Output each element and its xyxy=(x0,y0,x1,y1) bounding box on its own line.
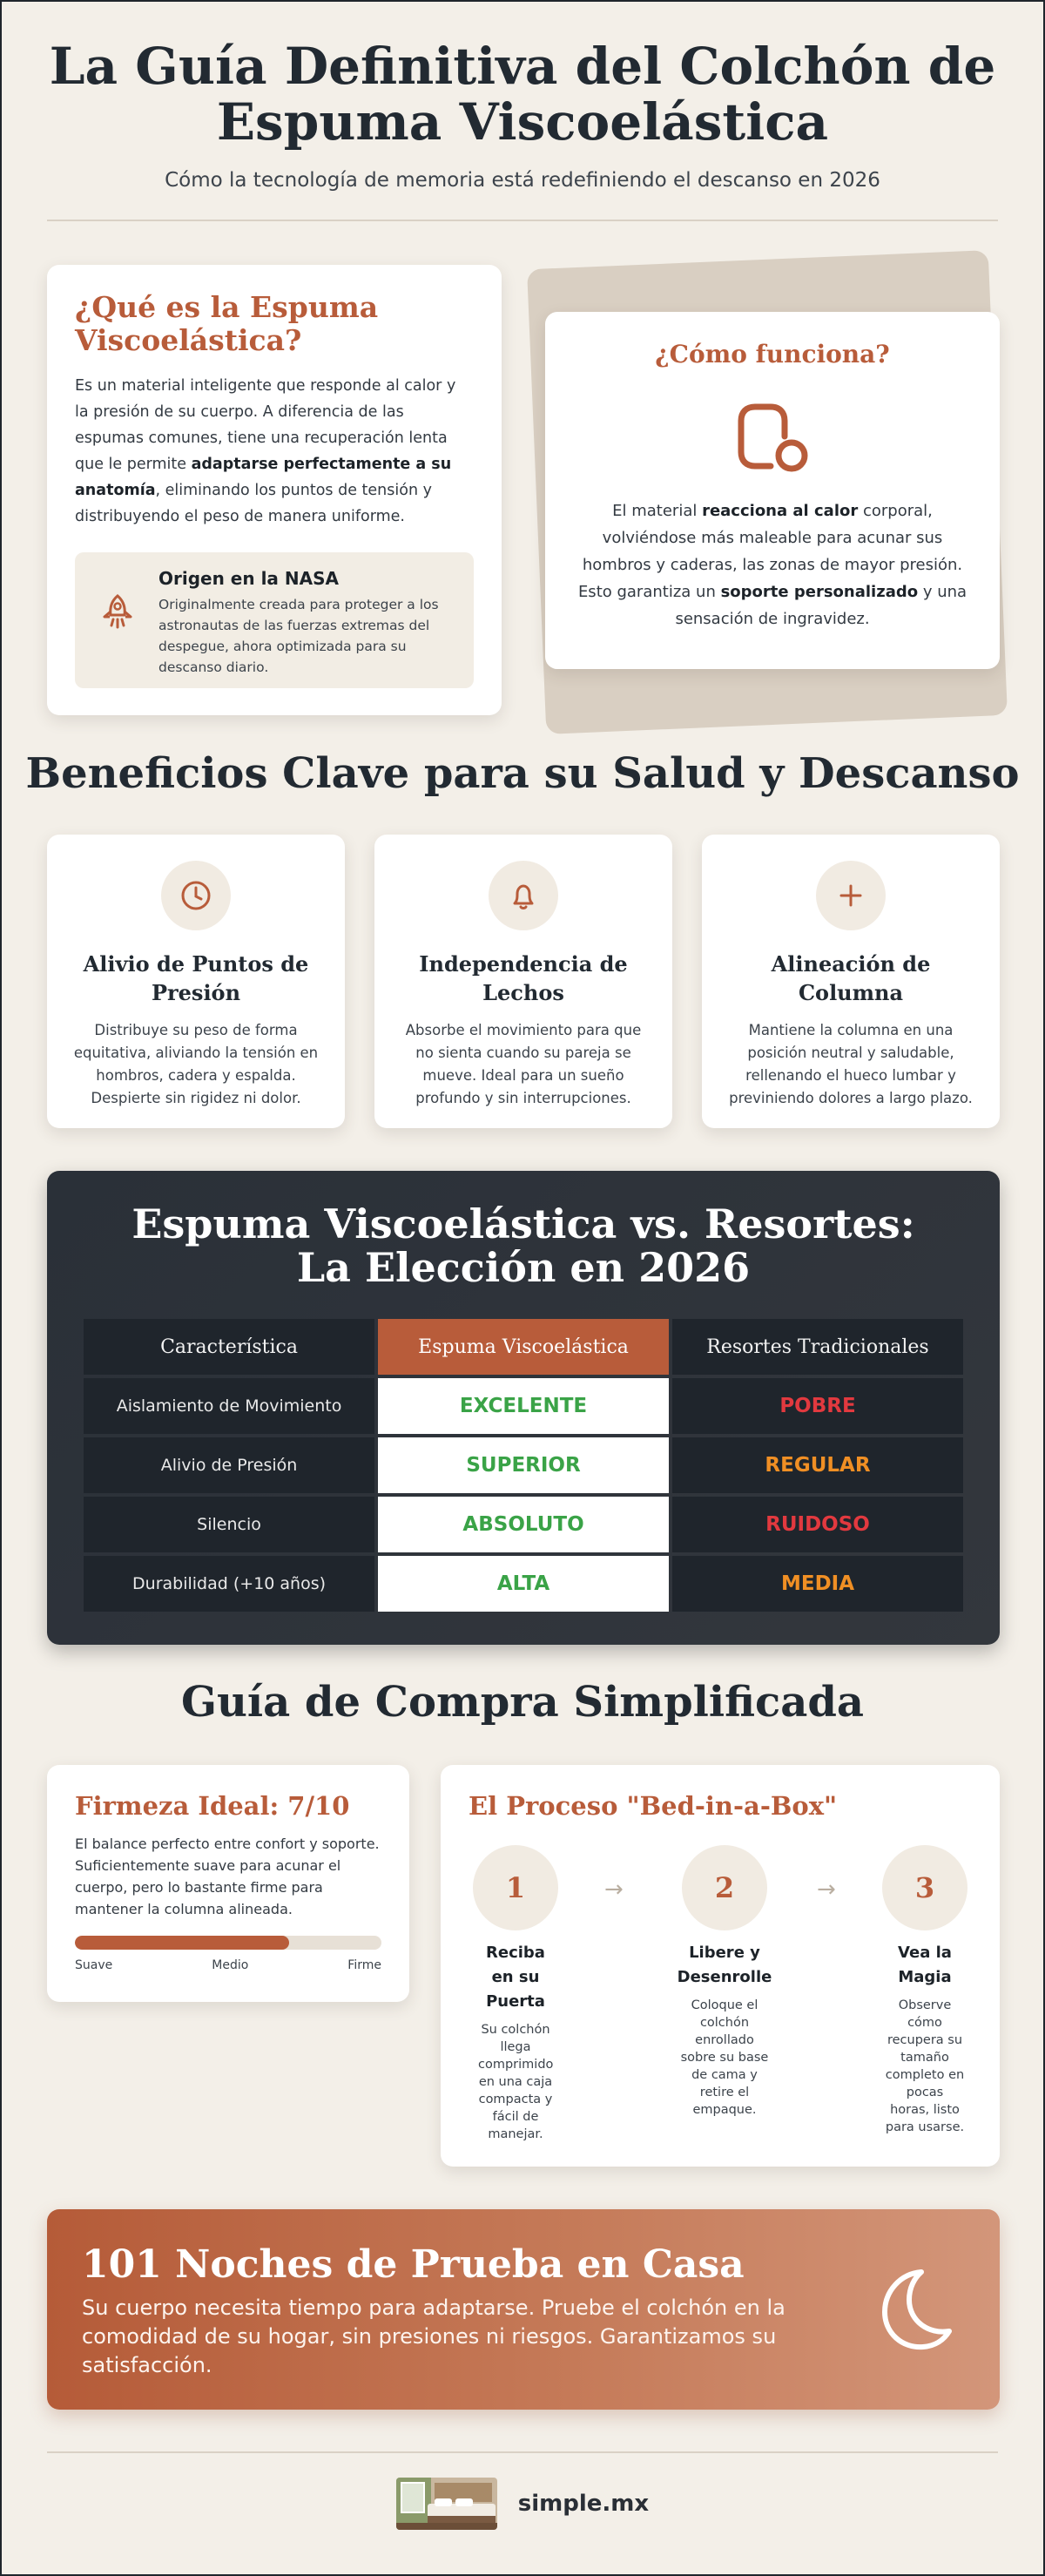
step-number: 2 xyxy=(682,1845,767,1930)
benefit-card xyxy=(47,835,345,1128)
comparison-title: Espuma Viscoelástica vs. Resortes: La Elección en 2026 xyxy=(131,1200,915,1291)
firmness-card xyxy=(47,1765,409,2002)
foam-value-cell: EXCELENTE xyxy=(378,1378,669,1434)
table-header-row xyxy=(84,1319,963,1375)
page-subtitle: Cómo la tecnología de memoria está redefiniendo el descanso en 2026 xyxy=(165,169,880,192)
step-number: 3 xyxy=(882,1845,967,1930)
process-step xyxy=(455,1845,576,2143)
spring-value-cell: RUIDOSO xyxy=(672,1497,963,1552)
process-title: El Proceso "Bed-in-a-Box" xyxy=(469,1791,838,1821)
what-is-body-highlight: adaptarse perfectamente a su anatomía xyxy=(75,456,452,499)
guide-title: Guía de Compra Simplificada xyxy=(180,1678,865,1727)
benefit-title: Independencia de Lechos xyxy=(419,951,628,1005)
firmness-scale-labels xyxy=(75,1958,381,1972)
firmness-bar xyxy=(75,1936,381,1950)
page-title: La Guía Definitiva del Colchón de Espuma Viscoelástica xyxy=(49,37,996,152)
moon-icon xyxy=(867,2263,958,2354)
firmness-label-firm: Firme xyxy=(347,1958,381,1972)
comparison-table xyxy=(80,1315,967,1615)
page xyxy=(2,2,1043,2574)
benefit-icon-wrap xyxy=(489,861,558,930)
benefit-text: Distribuye su peso de forma equitativa, aliviando la tensión en hombros, cadera y espalda. Despierte sin rigidez ni dolor. xyxy=(73,1022,319,1106)
footer xyxy=(2,2478,1043,2530)
how-body-highlight-2: soporte personalizado xyxy=(720,583,919,601)
bedroom-image xyxy=(396,2478,497,2530)
header-divider xyxy=(47,220,998,221)
benefit-card xyxy=(374,835,672,1128)
foam-value-cell: ALTA xyxy=(378,1556,669,1612)
nasa-title: Origen en la NASA xyxy=(158,568,339,589)
firmness-label-soft: Suave xyxy=(75,1958,113,1972)
step-number: 1 xyxy=(473,1845,558,1930)
benefit-title: Alineación de Columna xyxy=(771,951,931,1005)
how-it-works-card xyxy=(545,312,1000,669)
feature-cell: Silencio xyxy=(84,1497,374,1552)
spring-value-cell: MEDIA xyxy=(672,1556,963,1612)
comparison-section xyxy=(47,1171,1000,1645)
spring-value-cell: POBRE xyxy=(672,1378,963,1434)
benefit-card xyxy=(702,835,1000,1128)
benefits-title: Beneficios Clave para su Salud y Descanso xyxy=(25,749,1020,798)
trial-text: Su cuerpo necesita tiempo para adaptarse. Pruebe el colchón en la comodidad de su hogar, sin presiones ni riesgos. Garantizamos su satisfacción. xyxy=(82,2295,785,2377)
table-row xyxy=(84,1437,963,1493)
step-title: Reciba en su Puerta xyxy=(486,1944,545,2011)
plus-icon xyxy=(833,878,868,913)
nasa-origin-box xyxy=(75,552,474,688)
pressure-touch-icon xyxy=(720,384,825,489)
foam-value-cell: SUPERIOR xyxy=(378,1437,669,1493)
how-body xyxy=(576,497,968,632)
how-body-text-3: y una sensación de ingravidez. xyxy=(675,583,967,628)
benefit-text: Absorbe el movimiento para que no sienta cuando su pareja se mueve. Ideal para un sueño profundo y sin interrupciones. xyxy=(405,1022,642,1106)
process-step xyxy=(864,1845,986,2136)
bell-icon xyxy=(506,878,541,913)
bedroom-thumbnail xyxy=(396,2478,497,2530)
benefit-icon-wrap xyxy=(816,861,886,930)
feature-cell: Alivio de Presión xyxy=(84,1437,374,1493)
firmness-title: Firmeza Ideal: 7/10 xyxy=(75,1791,350,1821)
firmness-label-medium: Medio xyxy=(212,1958,249,1972)
trial-title: 101 Noches de Prueba en Casa xyxy=(82,2242,745,2287)
column-header-feature: Característica xyxy=(84,1319,374,1375)
what-is-body-text: Es un material inteligente que responde al calor y la presión de su cuerpo. A diferencia de las espumas comunes, tiene una recuperación lenta que le permite xyxy=(75,377,456,473)
feature-cell: Aislamiento de Movimiento xyxy=(84,1378,374,1434)
step-title: Libere y Desenrolle xyxy=(677,1944,772,1986)
rocket-icon xyxy=(94,587,141,634)
table-row xyxy=(84,1497,963,1552)
feature-cell: Durabilidad (+10 años) xyxy=(84,1556,374,1612)
spring-value-cell: REGULAR xyxy=(672,1437,963,1493)
firmness-text: El balance perfecto entre confort y soporte. Suficientemente suave para acunar el cuerpo, pero lo bastante firme para mantener la columna alineada. xyxy=(75,1836,380,1917)
how-body-text-1: El material xyxy=(612,502,703,520)
how-title: ¿Cómo funciona? xyxy=(655,340,890,368)
arrow-right-icon: → xyxy=(817,1876,836,1903)
step-title: Vea la Magia xyxy=(898,1944,952,1986)
column-header-springs: Resortes Tradicionales xyxy=(672,1319,963,1375)
what-is-body-text-end: , eliminando los puntos de tensión y distribuyendo el peso de manera uniforme. xyxy=(75,482,432,525)
arrow-right-icon: → xyxy=(604,1876,624,1903)
step-text: Su colchón llega comprimido en una caja compacta y fácil de manejar. xyxy=(478,2023,554,2141)
benefit-title: Alivio de Puntos de Presión xyxy=(83,951,309,1005)
what-is-title: ¿Qué es la Espuma Viscoelástica? xyxy=(75,290,379,357)
benefit-text: Mantiene la columna en una posición neutral y saludable, rellenando el hueco lumbar y previniendo dolores a largo plazo. xyxy=(729,1022,973,1106)
what-is-body xyxy=(75,373,474,530)
trial-banner xyxy=(47,2209,1000,2410)
firmness-bar-fill xyxy=(75,1936,289,1950)
step-text: Coloque el colchón enrollado sobre su base de cama y retire el empaque. xyxy=(680,1998,769,2117)
footer-divider xyxy=(47,2451,998,2453)
column-header-foam: Espuma Viscoelástica xyxy=(378,1319,669,1375)
process-card xyxy=(441,1765,1000,2167)
table-row xyxy=(84,1556,963,1612)
nasa-text: Originalmente creada para proteger a los astronautas de las fuerzas extremas del despegue, ahora optimizada para su descanso diario. xyxy=(158,597,439,675)
header xyxy=(2,2,1043,192)
step-text: Observe cómo recupera su tamaño completo en pocas horas, listo para usarse. xyxy=(885,1998,965,2134)
foam-value-cell: ABSOLUTO xyxy=(378,1497,669,1552)
benefit-icon-wrap xyxy=(161,861,231,930)
footer-brand: simple.mx xyxy=(517,2491,650,2517)
clock-icon xyxy=(179,878,213,913)
table-row xyxy=(84,1378,963,1434)
what-is-card xyxy=(47,265,502,715)
how-body-text-2: corporal, volviéndose más maleable para acunar sus hombros y caderas, las zonas de mayor presión. Esto garantiza un xyxy=(577,502,963,601)
how-body-highlight-1: reacciona al calor xyxy=(702,502,859,520)
process-step xyxy=(664,1845,785,2119)
